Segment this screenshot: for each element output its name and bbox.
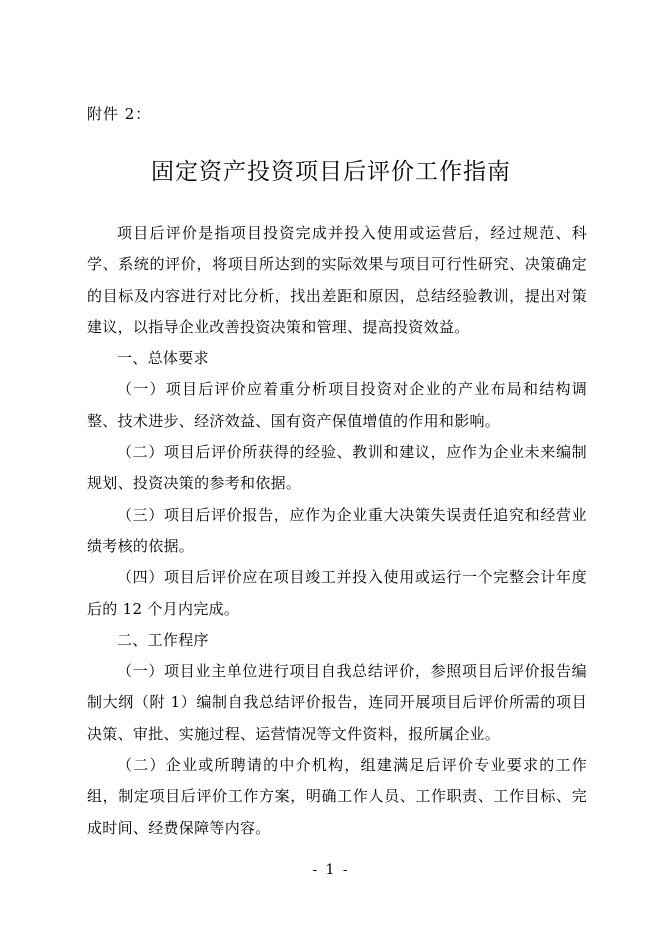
section-heading-work-procedure: 二、工作程序: [117, 630, 209, 649]
paragraph-requirement-3: （三）项目后评价报告，应作为企业重大决策失误责任追究和经营业绩考核的依据。: [87, 505, 587, 555]
document-title: 固定资产投资项目后评价工作指南: [151, 159, 511, 185]
paragraph-procedure-2: （二）企业或所聘请的中介机构，组建满足后评价专业要求的工作组，制定项目后评价工作方案，明确工作人员、工作职责、工作目标、完成时间、经费保障等内容。: [87, 756, 587, 837]
document-body: [87, 218, 587, 844]
paragraph-procedure-1: （一）项目业主单位进行项目自我总结评价，参照项目后评价报告编制大纲（附 1）编制自我总结评价报告，连同开展项目后评价所需的项目决策、审批、实施过程、运营情况等文件资料，报所属企业。: [87, 662, 587, 743]
page-number: - 1 -: [312, 862, 350, 878]
section-heading-general-requirements: 一、总体要求: [117, 349, 209, 368]
paragraph-requirement-2: （二）项目后评价所获得的经验、教训和建议，应作为企业未来编制规划、投资决策的参考和依据。: [87, 443, 587, 493]
paragraph-requirement-1: （一）项目后评价应着重分析项目投资对企业的产业布局和结构调整、技术进步、经济效益、国有资产保值增值的作用和影响。: [87, 380, 587, 430]
paragraph-requirement-4: （四）项目后评价应在项目竣工并投入使用或运行一个完整会计年度后的 12 个月内完成。: [87, 568, 587, 618]
intro-paragraph: 项目后评价是指项目投资完成并投入使用或运营后，经过规范、科学、系统的评价，将项目所达到的实际效果与项目可行性研究、决策确定的目标及内容进行对比分析，找出差距和原因，总结经验教训，提出对策建议，以指导企业改善投资决策和管理、提高投资效益。: [87, 224, 587, 336]
attachment-label: 附件 2：: [87, 105, 152, 123]
